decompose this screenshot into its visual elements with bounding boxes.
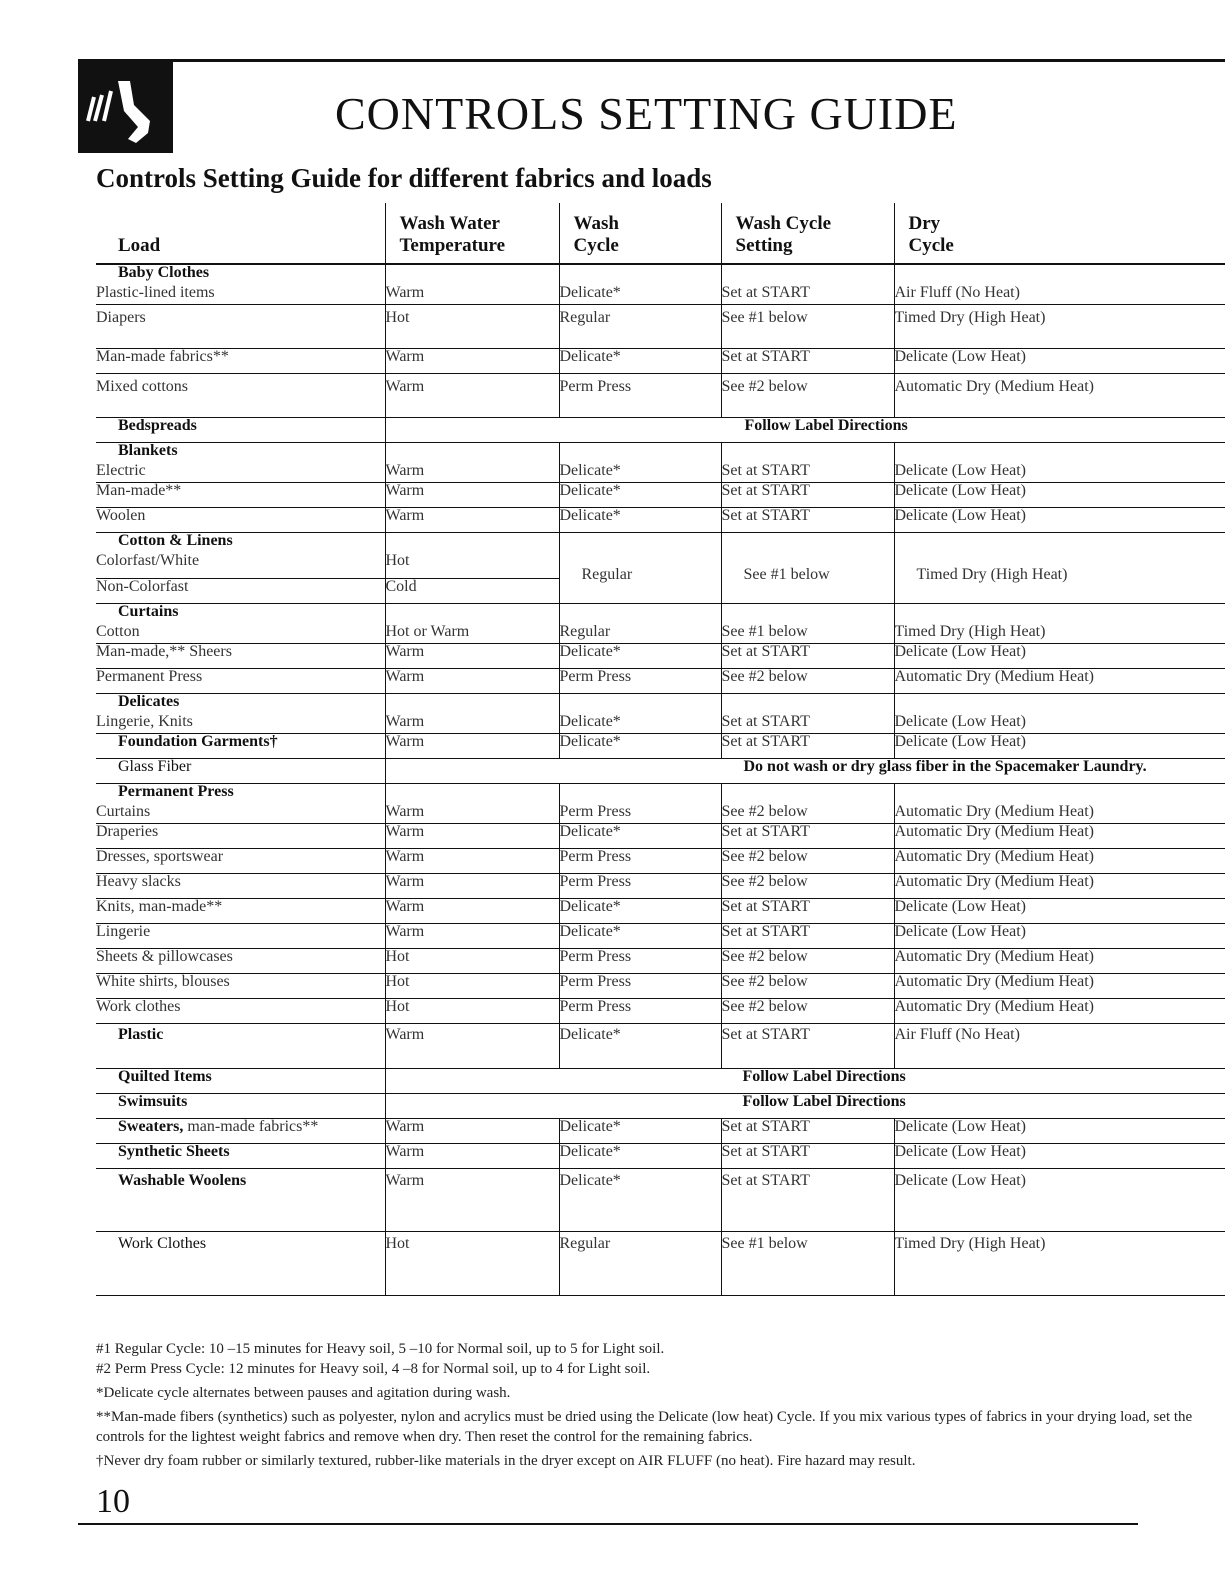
load-cell: Draperies [96,823,385,848]
follow-label-directions: Follow Label Directions [385,1093,1225,1118]
controls-setting-table [96,203,1225,1296]
cycle-cell: Perm Press [559,668,721,693]
table-row [96,532,1225,553]
temp-cell: Warm [385,848,559,873]
footnote-regular-cycle: #1 Regular Cycle: 10 –15 minutes for Heavy soil, 5 –10 for Normal soil, up to 5 for Light soil. [96,1341,665,1357]
dry-cell: Delicate (Low Heat) [894,482,1225,507]
setting-cell: Set at START [721,507,894,532]
temp-cell: Hot [385,948,559,973]
dry-cell: Delicate (Low Heat) [894,714,1225,733]
table-header-row [96,203,1225,264]
setting-cell: Set at START [721,1143,894,1168]
table-row [96,1023,1225,1068]
cycle-cell: Delicate* [559,733,721,758]
table-row [96,1143,1225,1168]
table-row [96,758,1225,783]
table-row [96,603,1225,624]
load-cell: White shirts, blouses [96,973,385,998]
table-row [96,823,1225,848]
dry-cell: Automatic Dry (Medium Heat) [894,848,1225,873]
laundry-hand-icon [78,59,173,153]
cycle-cell: Perm Press [559,373,721,417]
setting-cell: Set at START [721,714,894,733]
table-row [96,1118,1225,1143]
load-cell: Colorfast/White [96,553,385,578]
dry-cell: Automatic Dry (Medium Heat) [894,804,1225,823]
table-row [96,285,1225,304]
table-row [96,1168,1225,1231]
follow-label-directions: Follow Label Directions [385,417,1225,442]
cycle-cell: Regular [559,532,721,603]
table-row [96,417,1225,442]
group-label: Swimsuits [96,1093,385,1118]
setting-cell: See #1 below [721,304,894,348]
load-cell: Diapers [96,304,385,348]
dry-cell: Delicate (Low Heat) [894,923,1225,948]
temp-cell: Warm [385,668,559,693]
load-cell: Mixed cottons [96,373,385,417]
bottom-rule [78,1523,1138,1525]
dry-cell: Delicate (Low Heat) [894,1118,1225,1143]
load-cell: Curtains [96,804,385,823]
setting-cell: See #2 below [721,948,894,973]
temp-cell: Warm [385,804,559,823]
table-row [96,1231,1225,1295]
temp-cell: Hot or Warm [385,624,559,643]
load-cell: Woolen [96,507,385,532]
dry-cell: Air Fluff (No Heat) [894,285,1225,304]
cycle-cell: Perm Press [559,873,721,898]
setting-cell: Set at START [721,923,894,948]
footnote-man-made: **Man-made fibers (synthetics) such as polyester, nylon and acrylics must be dried using the Delicate (low heat) Cycle. If you mix various types of fabrics in your drying load, set the controls for the lightest weight fabrics and remove when dry. Then reset the control for the remaining fabrics. [96,1409,1193,1445]
group-label: Glass Fiber [96,758,385,783]
temp-cell: Warm [385,873,559,898]
dry-cell: Delicate (Low Heat) [894,1143,1225,1168]
group-label: Sweaters, man-made fabrics** [96,1118,385,1143]
dry-cell: Delicate (Low Heat) [894,643,1225,668]
temp-cell: Warm [385,1023,559,1068]
setting-cell: Set at START [721,733,894,758]
setting-cell: See #2 below [721,373,894,417]
table-row [96,804,1225,823]
dry-cell: Timed Dry (High Heat) [894,1231,1225,1295]
group-label: Curtains [118,602,179,620]
temp-cell: Warm [385,348,559,373]
load-cell: Man-made** [96,482,385,507]
cycle-cell: Perm Press [559,948,721,973]
page-title: CONTROLS SETTING GUIDE [335,88,958,139]
table-row [96,348,1225,373]
cycle-cell: Perm Press [559,848,721,873]
setting-cell: See #2 below [721,804,894,823]
setting-cell: See #2 below [721,973,894,998]
setting-cell: See #2 below [721,668,894,693]
cycle-cell: Delicate* [559,285,721,304]
cycle-cell: Delicate* [559,1168,721,1231]
group-label: Bedspreads [96,417,385,442]
cycle-cell: Delicate* [559,1023,721,1068]
table-row [96,783,1225,804]
dry-cell: Automatic Dry (Medium Heat) [894,823,1225,848]
temp-cell: Cold [385,578,559,603]
col-header-cycle-setting: Wash Cycle Setting [721,203,894,264]
setting-cell: Set at START [721,1168,894,1231]
follow-label-directions: Follow Label Directions [385,1068,1225,1093]
temp-cell: Warm [385,507,559,532]
dry-cell: Air Fluff (No Heat) [894,1023,1225,1068]
page-subtitle: Controls Setting Guide for different fabrics and loads [96,163,712,193]
load-cell: Cotton [96,624,385,643]
group-label: Washable Woolens [96,1168,385,1231]
setting-cell: Set at START [721,463,894,482]
table-row [96,643,1225,668]
setting-cell: See #1 below [721,624,894,643]
dry-cell: Timed Dry (High Heat) [894,304,1225,348]
setting-cell: See #2 below [721,873,894,898]
load-cell: Electric [96,463,385,482]
temp-cell: Hot [385,1231,559,1295]
table-row [96,948,1225,973]
temp-cell: Warm [385,733,559,758]
table-row [96,304,1225,348]
table-row [96,848,1225,873]
cycle-cell: Delicate* [559,714,721,733]
col-header-dry-cycle: Dry Cycle [894,203,1225,264]
table-row [96,507,1225,532]
dry-cell: Automatic Dry (Medium Heat) [894,998,1225,1023]
table-row [96,442,1225,463]
load-cell: Dresses, sportswear [96,848,385,873]
temp-cell: Warm [385,1118,559,1143]
setting-cell: See #1 below [721,532,894,603]
cycle-cell: Perm Press [559,973,721,998]
cycle-cell: Regular [559,624,721,643]
load-cell: Man-made,** Sheers [96,643,385,668]
temp-cell: Warm [385,714,559,733]
glass-fiber-warning: Do not wash or dry glass fiber in the Spacemaker Laundry. [385,758,1225,783]
group-label: Permanent Press [118,782,234,800]
dry-cell: Delicate (Low Heat) [894,507,1225,532]
group-label: Blankets [118,441,178,459]
col-header-load: Load [96,203,385,264]
table-row [96,898,1225,923]
temp-cell: Warm [385,482,559,507]
temp-cell: Hot [385,973,559,998]
temp-cell: Hot [385,304,559,348]
temp-cell: Hot [385,553,559,578]
temp-cell: Warm [385,643,559,668]
table-row [96,264,1225,285]
cycle-cell: Delicate* [559,463,721,482]
table-row [96,873,1225,898]
setting-cell: See #1 below [721,1231,894,1295]
cycle-cell: Delicate* [559,823,721,848]
table-row [96,668,1225,693]
setting-cell: Set at START [721,482,894,507]
dry-cell: Automatic Dry (Medium Heat) [894,373,1225,417]
temp-cell: Warm [385,285,559,304]
load-cell: Work clothes [96,998,385,1023]
cycle-cell: Delicate* [559,507,721,532]
setting-cell: Set at START [721,285,894,304]
dry-cell: Delicate (Low Heat) [894,733,1225,758]
setting-cell: Set at START [721,1118,894,1143]
table-row [96,693,1225,714]
group-label: Work Clothes [96,1231,385,1295]
setting-cell: Set at START [721,348,894,373]
page-number: 10 [96,1483,130,1520]
load-cell: Plastic-lined items [96,285,385,304]
load-cell: Knits, man-made** [96,898,385,923]
table-row [96,463,1225,482]
load-cell: Man-made fabrics** [96,348,385,373]
table-row [96,714,1225,733]
load-cell: Heavy slacks [96,873,385,898]
setting-cell: Set at START [721,823,894,848]
group-label: Baby Clothes [118,264,210,281]
table-row [96,373,1225,417]
col-header-temperature: Wash Water Temperature [385,203,559,264]
table-row [96,998,1225,1023]
load-cell: Sheets & pillowcases [96,948,385,973]
table-row [96,482,1225,507]
group-label: Synthetic Sheets [96,1143,385,1168]
cycle-cell: Delicate* [559,1118,721,1143]
dry-cell: Delicate (Low Heat) [894,463,1225,482]
cycle-cell: Perm Press [559,998,721,1023]
temp-cell: Warm [385,1168,559,1231]
temp-cell: Warm [385,898,559,923]
table-row [96,973,1225,998]
top-rule [78,59,1225,62]
dry-cell: Timed Dry (High Heat) [894,532,1225,603]
load-cell: Lingerie, Knits [96,714,385,733]
temp-cell: Warm [385,1143,559,1168]
table-row [96,1068,1225,1093]
setting-cell: See #2 below [721,848,894,873]
dry-cell: Delicate (Low Heat) [894,1168,1225,1231]
cycle-cell: Delicate* [559,348,721,373]
dry-cell: Automatic Dry (Medium Heat) [894,668,1225,693]
dry-cell: Delicate (Low Heat) [894,348,1225,373]
temp-cell: Warm [385,463,559,482]
dry-cell: Automatic Dry (Medium Heat) [894,973,1225,998]
dry-cell: Automatic Dry (Medium Heat) [894,873,1225,898]
dry-cell: Timed Dry (High Heat) [894,624,1225,643]
load-cell: Permanent Press [96,668,385,693]
group-label: Cotton & Linens [118,531,233,549]
group-label: Foundation Garments† [96,733,385,758]
dry-cell: Automatic Dry (Medium Heat) [894,948,1225,973]
setting-cell: See #2 below [721,998,894,1023]
footnotes [96,1339,1206,1475]
load-cell: Non-Colorfast [96,578,385,603]
group-label: Delicates [118,692,180,710]
load-cell: Lingerie [96,923,385,948]
temp-cell: Warm [385,823,559,848]
cycle-cell: Delicate* [559,643,721,668]
group-label: Quilted Items [96,1068,385,1093]
cycle-cell: Delicate* [559,898,721,923]
footnote-perm-press-cycle: #2 Perm Press Cycle: 12 minutes for Heavy soil, 4 –8 for Normal soil, up to 4 for Light soil. [96,1361,651,1377]
cycle-cell: Regular [559,1231,721,1295]
table-row [96,733,1225,758]
table-row [96,1093,1225,1118]
cycle-cell: Perm Press [559,804,721,823]
footnote-foam-rubber: †Never dry foam rubber or similarly textured, rubber-like materials in the dryer except on AIR FLUFF (no heat). Fire hazard may result. [96,1453,916,1469]
setting-cell: Set at START [721,1023,894,1068]
cycle-cell: Delicate* [559,923,721,948]
temp-cell: Warm [385,923,559,948]
col-header-wash-cycle: Wash Cycle [559,203,721,264]
cycle-cell: Delicate* [559,1143,721,1168]
table-row [96,624,1225,643]
temp-cell: Hot [385,998,559,1023]
temp-cell: Warm [385,373,559,417]
cycle-cell: Delicate* [559,482,721,507]
setting-cell: Set at START [721,898,894,923]
group-label: Plastic [96,1023,385,1068]
dry-cell: Delicate (Low Heat) [894,898,1225,923]
setting-cell: Set at START [721,643,894,668]
cycle-cell: Regular [559,304,721,348]
table-row [96,923,1225,948]
footnote-delicate: *Delicate cycle alternates between pauses and agitation during wash. [96,1385,511,1401]
